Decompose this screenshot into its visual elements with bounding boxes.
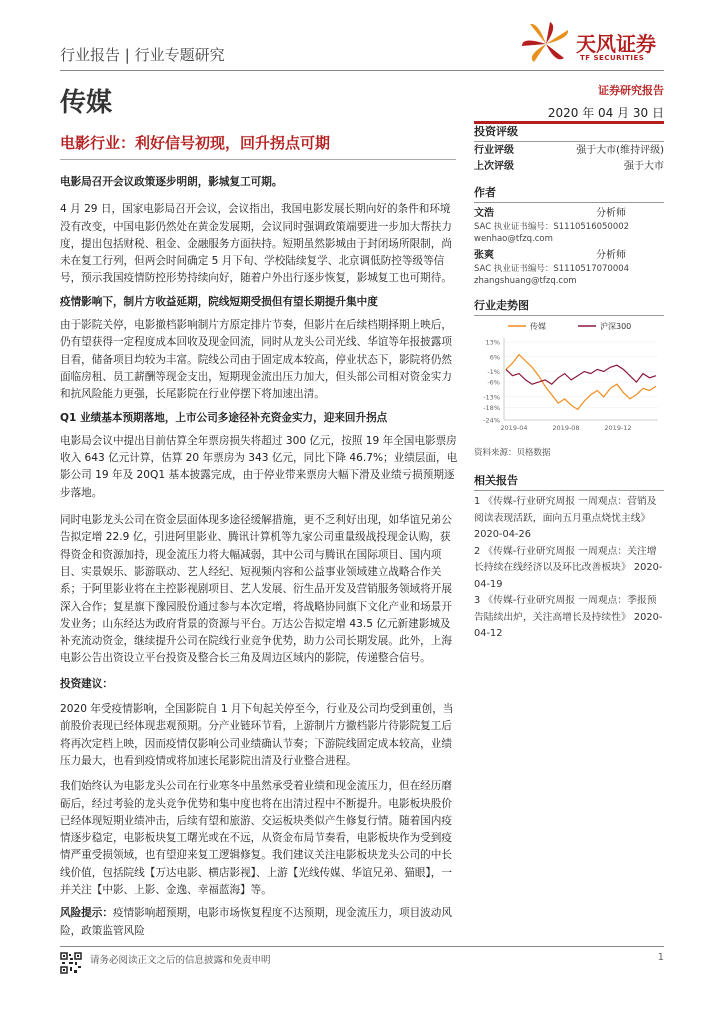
main-body (60, 174, 458, 940)
y-tick-label: -1% (487, 368, 500, 377)
x-tick-label: 2019-12 (604, 424, 632, 432)
related-item-date: 2020-04-26 (474, 529, 531, 540)
related-item-text[interactable]: 2 《传媒-行业研究周报 一周观点：关注增长持续在线经济以及环比改善板块》 (474, 545, 657, 573)
legend-label: 传媒 (530, 322, 546, 331)
author-name: 张爽 (474, 250, 494, 261)
last-rating-row (474, 159, 664, 175)
author-sac: SAC 执业证书编号：S1110516050002 (474, 222, 630, 232)
footer-divider (60, 946, 664, 947)
chart-source: 资料来源：贝格数据 (474, 448, 551, 458)
trend-title: 行业走势图 (474, 299, 529, 312)
related-item[interactable] (474, 544, 664, 594)
divider (474, 490, 664, 491)
risk-label: 风险提示： (60, 907, 113, 920)
author-name: 文浩 (474, 208, 494, 219)
related-title: 相关报告 (474, 474, 518, 487)
brand-name-en: TF SECURITIES (580, 54, 645, 62)
industry-rating-label: 行业评级 (474, 145, 514, 156)
x-tick-label: 2019-08 (552, 424, 580, 432)
report-title: 电影行业：利好信号初现，回升拐点可期 (60, 134, 331, 152)
related-item-date: 2020-04-12 (474, 611, 663, 639)
divider (474, 202, 664, 203)
section-heading: 疫情影响下，制片方收益延期，院线短期受损但有望长期提升集中度 (60, 295, 378, 308)
header-divider (60, 70, 664, 71)
y-tick-label: 6% (489, 353, 500, 362)
author-email[interactable]: wenhao@tfzq.com (474, 234, 553, 244)
brand-logo (520, 18, 670, 68)
related-item-text[interactable]: 3 《传媒-行业研究周报 一周观点：季报预告陆续出炉，关注高增长及持续性》 (474, 595, 657, 623)
report-category: 行业报告 | 行业专题研究 (60, 46, 225, 64)
y-tick-label: -24% (483, 416, 500, 425)
report-date: 2020 年 04 月 30 日 (547, 106, 664, 120)
industry-rating-value: 强于大市(维持评级) (576, 145, 664, 156)
author-title: 作者 (474, 186, 496, 199)
paragraph: 同时电影龙头公司在资金层面体现多途径缓解措施，更不乏利好出现，如华谊兄弟公告拟定增 22.9 亿，引进阿里影业、腾讯计算机等九家公司重量级战投现金认购，获得资金和资源加持，现金流压力将大幅减弱，其中公司与腾讯在国际项目、国内项目、实景娱乐、影游联动、艺人经纪、短视频内容和公益事业领域建立战略合作关系；于阿里影业将在主控影视剧项目、艺人发展、衍生品开发及营销服务领域将开展深入合作；复星旗下豫园股份通过参与本次定增，将战略协同旗下文化产业和场景开发业务；山东经达为政府背景的资源与平台。万达公告拟定增 43.5 亿元新建影城及补充流动资金，继续提升公司在院线行业竞争优势，助力公司长期发展。此外，上海电影公告出资设立平台投资及整合长三角及周边区域内的影院，传递整合信号。 (60, 514, 452, 665)
author-role: 分析师 (596, 250, 626, 261)
related-item[interactable] (474, 494, 664, 544)
report-type: 证券研究报告 (598, 84, 664, 97)
paragraph: 由于影院关停，电影撤档影响制片方原定排片节奏，但影片在后续档期择期上映后，仍有望获得一定程度成本回收及现金回流，同时从龙头公司光线、华谊等年报披露项目看，储备项目均较为丰富。院线公司由于固定成本较高，停业状态下，影院将仍然面临房租、员工薪酬等现金支出，短期现金流出压力加大，但头部公司相对资金实力和抗风险能力更强，长尾影院在行业停摆下将加速出清。 (60, 319, 452, 401)
related-block (474, 473, 664, 643)
related-item-date: 2020-04-19 (474, 562, 663, 590)
paragraph: 2020 年受疫情影响，全国影院自 1 月下旬起关停至今，行业及公司均受到重创，当前股价表现已经体现悲观预期。分产业链环节看，上游制片方撤档影片待影院复工后将再次定档上映，因而疫情仅影响公司业绩确认节奏；下游院线固定成本较高，业绩压力最大，也看到疫情或将加速长尾影院出清及行业整合进程。 (60, 703, 454, 767)
author-role: 分析师 (596, 208, 626, 219)
footer-disclaimer: 请务必阅读正文之后的信息披露和免责申明 (90, 955, 271, 966)
related-item-text[interactable]: 1 《传媒-行业研究周报 一周观点：营销及阅读表现活跃，面向五月重点烧忧主线》 (474, 496, 657, 524)
author-entry (474, 249, 664, 287)
trend-chart-svg (474, 316, 664, 438)
related-item[interactable] (474, 593, 664, 643)
paragraph: 我们始终认为电影龙头公司在行业寒冬中虽然承受着业绩和现金流压力，但在经历磨砺后，经过考验的龙头竞争优势和集中度也将在出清过程中不断提升。电影板块股价已经体现短期业绩冲击，后续有望和旅游、交运板块类似产生修复行情。随着国内疫情逐步稳定，电影板块复工曙光或在不远，从资金布局节奏看，电影板块作为受到疫情严重受损领域，也有望迎来复工逻辑修复。我们建议关注电影板块龙头公司的中长线价值，包括院线【万达电影、横店影视】、上游【光线传媒、华谊兄弟、猫眼】，一并关注【中影、上影、金逸、幸福蓝海】等。 (60, 780, 452, 896)
page-number: 1 (657, 952, 664, 963)
risk-text: 疫情影响超预期，电影市场恢复程度不达预期，现金流压力，项目波动风险，政策监管风险 (60, 907, 452, 937)
paragraph: 电影局会议中提出目前估算全年票房损失将超过 300 亿元，按照 19 年全国电影票房收入 643 亿元计算，估算 20 年票房为 343 亿元，同比下降 46.7%；业绩层面，电影公司 19 年及 20Q1 基本披露完成，由于停业带来票房大幅下滑及业绩亏损预期逐步落地。 (60, 434, 458, 499)
risk-paragraph (60, 905, 458, 940)
industry-title: 传媒 (60, 88, 113, 118)
paragraph: 4 月 29 日，国家电影局召开会议，会议指出，我国电影发展长期向好的条件和环境没有改变，中国电影仍然处在黄金发展期，会议同时强调政策端要进一步加大帮扶力度，提出包括财税、租金、金融服务方面扶持。短期虽然影城由于封闭场所限制，尚未在复工行列，但两会时间确定 5 月下旬、学校陆续复学、北京调低防控等级等信号，预示我国疫情防控形势持续向好，随着户外出行逐步恢复，影城复工也可期待。 (60, 203, 452, 285)
y-tick-label: 13% (485, 338, 500, 347)
x-tick-label: 2019-04 (500, 424, 528, 432)
author-block (474, 185, 664, 287)
rating-title: 投资评级 (474, 125, 518, 138)
y-tick-label: -13% (483, 393, 500, 402)
y-tick-label: -6% (487, 378, 500, 387)
brand-name-cn: 天风证券 (576, 32, 656, 56)
series-line-hs300 (506, 365, 656, 384)
section-heading: Q1 业绩基本预期落地，上市公司多途径补充资金实力，迎来回升拐点 (60, 411, 388, 424)
legend-label: 沪深300 (600, 322, 632, 331)
logo-mark-icon (520, 20, 572, 66)
divider (474, 141, 664, 142)
title-divider (60, 159, 456, 160)
section-heading: 投资建议： (60, 677, 113, 690)
rating-block (474, 124, 664, 175)
author-sac: SAC 执业证书编号：S1110517070004 (474, 264, 630, 274)
author-entry (474, 207, 664, 245)
author-email[interactable]: zhangshuang@tfzq.com (474, 276, 577, 286)
y-tick-label: -18% (483, 403, 500, 412)
trend-chart (474, 316, 664, 438)
section-heading: 电影局召开会议政策逐步明朗，影城复工可期。 (60, 176, 283, 188)
qr-code-icon (60, 952, 82, 974)
last-rating-value: 强于大市 (624, 161, 664, 172)
trend-block (474, 298, 664, 316)
industry-rating-row (474, 143, 664, 159)
last-rating-label: 上次评级 (474, 161, 514, 172)
related-list (474, 494, 664, 643)
